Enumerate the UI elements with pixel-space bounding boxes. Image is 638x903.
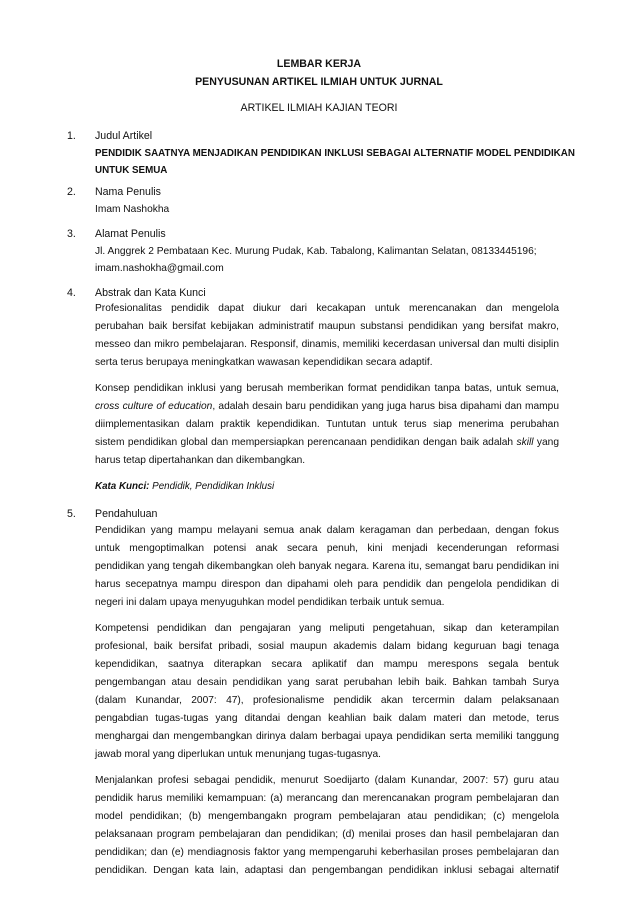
abstract-line: Profesionalitas pendidik dapat diukur dari kecakapan untuk merencanakan dan mengelola (95, 303, 559, 314)
intro-line: pendidik harus memiliki kemampuan: (a) merancang dan merencanakan program pembelajaran dan (95, 793, 559, 804)
intro-line: menghargai dan mengembangkan dirinya dalam berbagai upaya pendidikan serta memiliki tanggung (95, 731, 559, 742)
intro-line: kependidikan, saatnya diterapkan secara aplikatif dan mampu merespons segala bentuk (95, 659, 559, 670)
section-number: 4. (67, 287, 76, 299)
italic-term: skill (516, 437, 534, 448)
intro-line: pengabdian tugas-tugas yang ditandai dengan keahlian baik dalam materi dan metode, terus (95, 713, 559, 724)
abstract-line: diimplementasikan dalam praktik kependidikan. Tuntutan untuk terus siap menerima perubahan (95, 419, 559, 430)
abstract-text: , adalah desain baru pendidikan yang juga harus bisa dipahami dan mampu (212, 401, 559, 412)
italic-term: cross culture of education (95, 401, 213, 412)
keywords-value: Pendidik, Pendidikan Inklusi (149, 481, 275, 492)
intro-line: Pendidikan yang mampu melayani semua anak dalam keragaman dan perbedaan, dengan fokus (95, 525, 559, 536)
abstract-text: yang (533, 437, 560, 448)
section-number: 2. (67, 186, 76, 198)
section-title-alamat: Alamat Penulis (95, 228, 166, 240)
abstract-text: sistem pendidikan global dan mempersiapkan perencanaan pendidikan dengan baik adalah (95, 437, 517, 448)
intro-line: pelaksanaan program pembelajaran dan pendidikan; (d) menilai proses dan hasil pembelajaran dan (95, 829, 559, 840)
intro-line: pengembangan atau desain pendidikan yang sarat perubahan lebih baik. Bahkan tambah Surya (95, 677, 559, 688)
section-number: 1. (67, 130, 76, 142)
intro-line: Kompetensi pendidikan dan pengajaran yang meliputi pengetahuan, sikap dan keterampilan (95, 623, 559, 634)
intro-line: jawab moral yang diperlukan untuk menunjang tugas-tugasnya. (95, 749, 381, 760)
abstract-line: perubahan baik bersifat kebijakan administratif maupun substansi pendidikan yang bersifat makro, (95, 321, 559, 332)
worksheet-title: LEMBAR KERJA (276, 58, 362, 70)
section-title-abstrak: Abstrak dan Kata Kunci (95, 287, 206, 299)
article-title-line: PENDIDIK SAATNYA MENJADIKAN PENDIDIKAN INKLUSI SEBAGAI ALTERNATIF MODEL PENDIDIKAN (95, 148, 575, 159)
author-email: imam.nashokha@gmail.com (95, 263, 224, 274)
keywords (95, 480, 559, 493)
worksheet-subtitle: PENYUSUNAN ARTIKEL ILMIAH UNTUK JURNAL (195, 76, 443, 88)
intro-line: untuk mengoptimalkan potensi anak secara penuh, kini menjadi kecenderungan reformasi (95, 543, 559, 554)
intro-line: model pendidikan; (b) mengembangakn program pembelajaran atau pendidikan; (c) mengelola (95, 811, 559, 822)
abstract-line (95, 436, 559, 449)
intro-line: negeri ini dalam upaya menyuguhkan model pendidikan terbaik untuk semua. (95, 597, 445, 608)
author-name: Imam Nashokha (95, 204, 170, 215)
abstract-line: messeo dan mikro pembelajaran. Responsif, dinamis, memiliki kecerdasan universal dan multi disiplin (95, 339, 559, 350)
section-title-pendahuluan: Pendahuluan (95, 508, 158, 520)
abstract-line: serta terus berupaya meningkatkan wawasan kependidikan secara adaptif. (95, 357, 433, 368)
section-number: 3. (67, 228, 76, 240)
section-title-nama: Nama Penulis (95, 186, 161, 198)
intro-line: pendidikan; dan (e) mendiagnosis faktor yang mempengaruhi keberhasilan proses pembelajaran dan (95, 847, 559, 858)
intro-line: Menjalankan profesi sebagai pendidik, menurut Soedijarto (dalam Kunandar, 2007: 57) guru atau (95, 775, 559, 786)
abstract-line (95, 400, 559, 413)
article-type: ARTIKEL ILMIAH KAJIAN TEORI (240, 102, 398, 114)
intro-line: profesional, baik bersifat pribadi, sosial maupun akademis dalam bidang keguruan bagi tenaga (95, 641, 559, 652)
article-title-line: UNTUK SEMUA (95, 165, 168, 176)
intro-line: pendidikan. Dengan kata lain, adaptasi dan pengembangan pendidikan inklusi sebagai alternatif (95, 865, 559, 876)
keywords-label: Kata Kunci: (95, 481, 150, 492)
intro-line: harus secepatnya mampu direspon dan dipahami oleh para pendidik dan pengelola pendidikan di (95, 579, 559, 590)
author-address: Jl. Anggrek 2 Pembataan Kec. Murung Pudak, Kab. Tabalong, Kalimantan Selatan, 08133445196; (95, 246, 537, 257)
abstract-line: Konsep pendidikan inklusi yang berusah memberikan format pendidikan tanpa batas, untuk semua, (95, 383, 559, 394)
section-title-judul: Judul Artikel (95, 130, 153, 142)
section-number: 5. (67, 508, 76, 520)
abstract-line: harus tetap dipertahankan dan dikembangkan. (95, 455, 306, 466)
intro-line: pendidikan yang tengah dikembangkan oleh banyak negara. Karena itu, semangat baru pendidikan ini (95, 561, 559, 572)
intro-line: (dalam Kunandar, 2007: 47), profesionalisme pendidik akan tercermin dalam pelaksanaan (95, 695, 559, 706)
